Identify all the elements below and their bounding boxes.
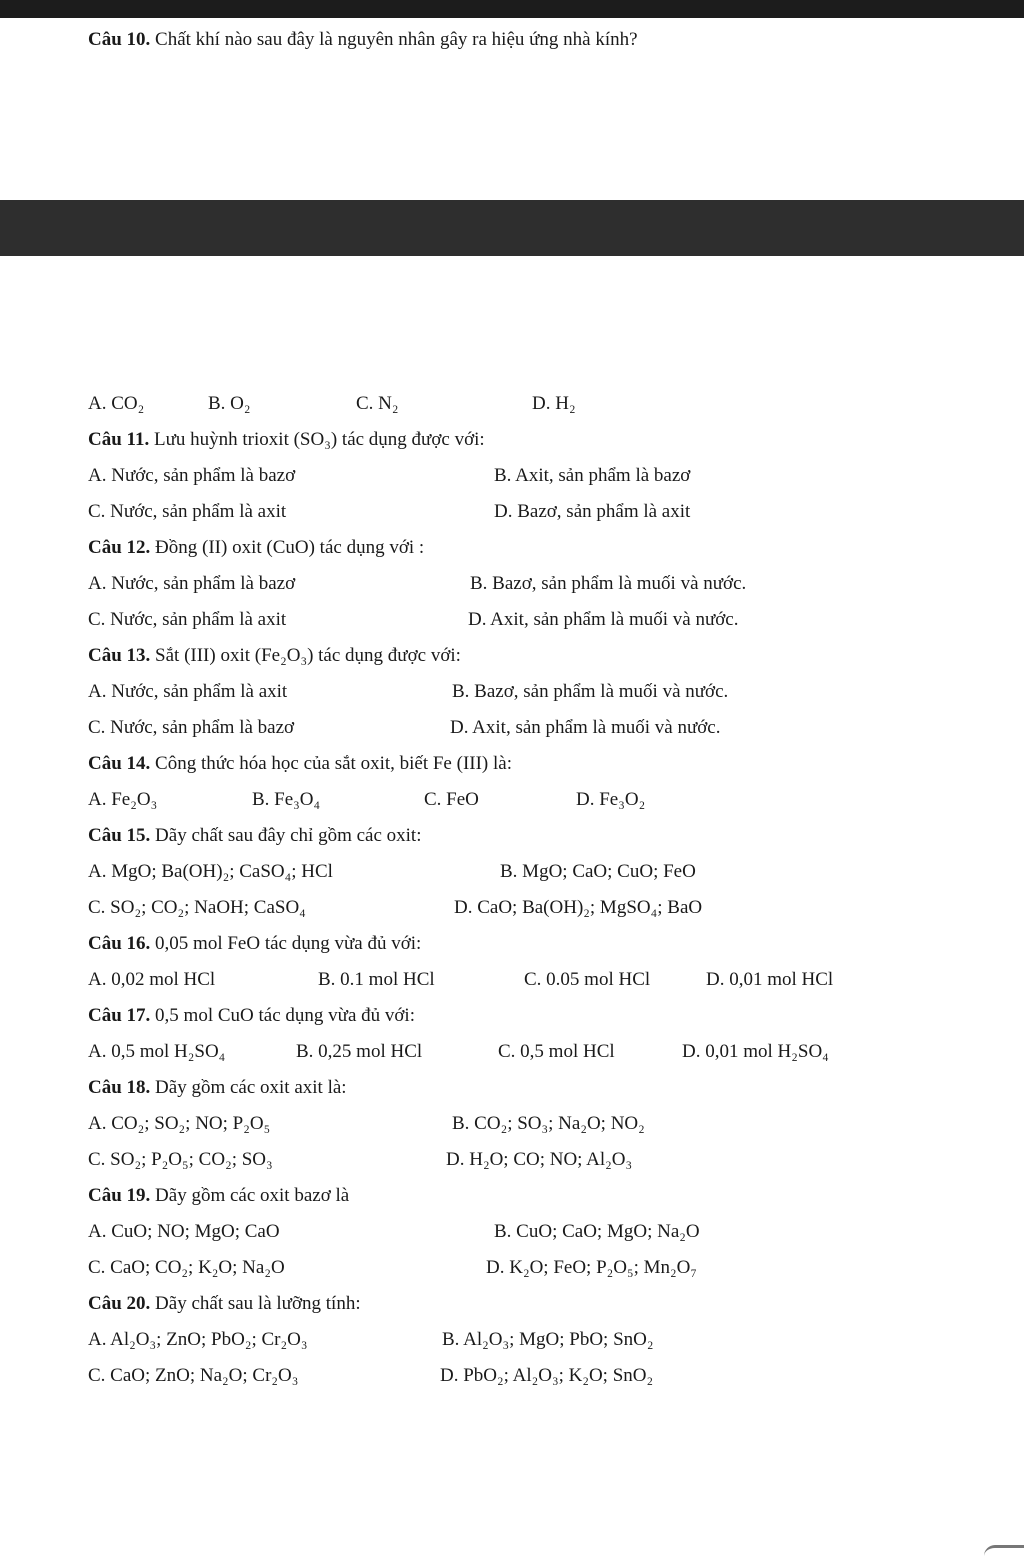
q15-option-d[interactable]: D. CaO; Ba(OH)₂; MgSO₄; BaO <box>454 897 703 918</box>
top-dark-bar <box>0 0 1024 18</box>
q12-option-c[interactable]: C. Nước, sản phẩm là axit <box>88 609 287 630</box>
q10-option-a[interactable]: A. CO₂ <box>88 393 145 414</box>
question-17-text: 0,5 mol CuO tác dụng vừa đủ với: <box>155 1005 415 1026</box>
question-18-label: Câu 18. <box>88 1077 151 1098</box>
q19-option-a[interactable]: A. CuO; NO; MgO; CaO <box>88 1221 280 1242</box>
q20-option-d[interactable]: D. PbO₂; Al₂O₃; K₂O; SnO₂ <box>440 1365 654 1386</box>
q14-option-b[interactable]: B. Fe₃O₄ <box>252 789 321 810</box>
q11-option-c[interactable]: C. Nước, sản phẩm là axit <box>88 501 287 522</box>
q13-option-b[interactable]: B. Bazơ, sản phẩm là muối và nước. <box>452 681 729 702</box>
q11-option-a[interactable]: A. Nước, sản phẩm là bazơ <box>88 465 296 486</box>
q16-option-c[interactable]: C. 0.05 mol HCl <box>524 969 651 990</box>
q11-option-d[interactable]: D. Bazơ, sản phẩm là axit <box>494 501 691 522</box>
q14-option-c[interactable]: C. FeO <box>424 789 479 810</box>
q17-option-b[interactable]: B. 0,25 mol HCl <box>296 1041 423 1062</box>
question-18 <box>88 1076 347 1100</box>
q17-option-a[interactable]: A. 0,5 mol H₂SO₄ <box>88 1041 226 1062</box>
question-12 <box>88 536 424 560</box>
q20-option-b[interactable]: B. Al₂O₃; MgO; PbO; SnO₂ <box>442 1329 654 1350</box>
question-15-label: Câu 15. <box>88 825 151 846</box>
question-13-label: Câu 13. <box>88 645 151 666</box>
q19-option-b[interactable]: B. CuO; CaO; MgO; Na₂O <box>494 1221 700 1242</box>
question-15-text: Dãy chất sau đây chỉ gồm các oxit: <box>155 825 422 846</box>
question-12-label: Câu 12. <box>88 537 151 558</box>
q18-option-d[interactable]: D. H₂O; CO; NO; Al₂O₃ <box>446 1149 633 1170</box>
question-10-label: Câu 10. <box>88 29 151 50</box>
q17-option-c[interactable]: C. 0,5 mol HCl <box>498 1041 615 1062</box>
q16-option-b[interactable]: B. 0.1 mol HCl <box>318 969 435 990</box>
question-20-label: Câu 20. <box>88 1293 151 1314</box>
question-14-text: Công thức hóa học của sắt oxit, biết Fe (III) là: <box>155 753 512 774</box>
q20-option-a[interactable]: A. Al₂O₃; ZnO; PbO₂; Cr₂O₃ <box>88 1329 308 1350</box>
q14-option-d[interactable]: D. Fe₃O₂ <box>576 789 646 810</box>
question-14-label: Câu 14. <box>88 753 151 774</box>
q12-option-b[interactable]: B. Bazơ, sản phẩm là muối và nước. <box>470 573 747 594</box>
q15-option-a[interactable]: A. MgO; Ba(OH)₂; CaSO₄; HCl <box>88 861 333 882</box>
q17-option-d[interactable]: D. 0,01 mol H₂SO₄ <box>682 1041 829 1062</box>
q19-option-c[interactable]: C. CaO; CO₂; K₂O; Na₂O <box>88 1257 285 1278</box>
q16-option-d[interactable]: D. 0,01 mol HCl <box>706 969 834 990</box>
question-20 <box>88 1292 361 1316</box>
question-19-text: Dãy gồm các oxit bazơ là <box>155 1185 350 1206</box>
question-20-text: Dãy chất sau là lưỡng tính: <box>155 1293 361 1314</box>
q10-option-b[interactable]: B. O₂ <box>208 393 251 414</box>
question-17 <box>88 1004 415 1028</box>
q15-option-b[interactable]: B. MgO; CaO; CuO; FeO <box>500 861 696 882</box>
question-16-label: Câu 16. <box>88 933 151 954</box>
redaction-bar <box>0 200 1024 256</box>
question-11 <box>88 428 485 452</box>
question-10-text: Chất khí nào sau đây là nguyên nhân gây ra hiệu ứng nhà kính? <box>155 29 638 50</box>
q15-option-c[interactable]: C. SO₂; CO₂; NaOH; CaSO₄ <box>88 897 306 918</box>
q10-option-d[interactable]: D. H₂ <box>532 393 576 414</box>
q13-option-a[interactable]: A. Nước, sản phẩm là axit <box>88 681 288 702</box>
question-11-label: Câu 11. <box>88 429 150 450</box>
q18-option-a[interactable]: A. CO₂; SO₂; NO; P₂O₅ <box>88 1113 271 1134</box>
question-18-text: Dãy gồm các oxit axit là: <box>155 1077 347 1098</box>
question-13 <box>88 644 461 668</box>
question-16 <box>88 932 421 956</box>
q18-option-b[interactable]: B. CO₂; SO₃; Na₂O; NO₂ <box>452 1113 645 1134</box>
question-11-text: Lưu huỳnh trioxit (SO₃) tác dụng được với: <box>154 429 485 450</box>
question-15 <box>88 824 421 848</box>
question-16-text: 0,05 mol FeO tác dụng vừa đủ với: <box>155 933 422 954</box>
question-17-label: Câu 17. <box>88 1005 151 1026</box>
question-19-label: Câu 19. <box>88 1185 151 1206</box>
q14-option-a[interactable]: A. Fe₂O₃ <box>88 789 158 810</box>
corner-swoosh-mark <box>984 1545 1024 1556</box>
question-19 <box>88 1184 349 1208</box>
q19-option-d[interactable]: D. K₂O; FeO; P₂O₅; Mn₂O₇ <box>486 1257 697 1278</box>
question-10 <box>88 28 638 52</box>
q13-option-c[interactable]: C. Nước, sản phẩm là bazơ <box>88 717 295 738</box>
question-12-text: Đồng (II) oxit (CuO) tác dụng với : <box>155 537 425 558</box>
q11-option-b[interactable]: B. Axit, sản phẩm là bazơ <box>494 465 691 486</box>
question-13-text: Sắt (III) oxit (Fe₂O₃) tác dụng được với: <box>155 645 461 666</box>
q20-option-c[interactable]: C. CaO; ZnO; Na₂O; Cr₂O₃ <box>88 1365 299 1386</box>
q18-option-c[interactable]: C. SO₂; P₂O₅; CO₂; SO₃ <box>88 1149 273 1170</box>
q16-option-a[interactable]: A. 0,02 mol HCl <box>88 969 216 990</box>
q10-option-c[interactable]: C. N₂ <box>356 393 399 414</box>
question-14 <box>88 752 512 776</box>
q13-option-d[interactable]: D. Axit, sản phẩm là muối và nước. <box>450 717 721 738</box>
q12-option-a[interactable]: A. Nước, sản phẩm là bazơ <box>88 573 296 594</box>
q12-option-d[interactable]: D. Axit, sản phẩm là muối và nước. <box>468 609 739 630</box>
